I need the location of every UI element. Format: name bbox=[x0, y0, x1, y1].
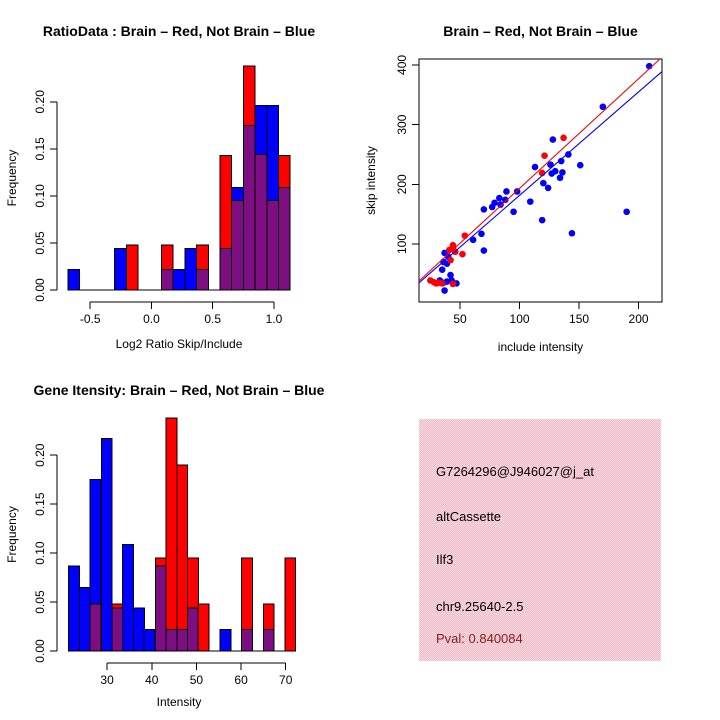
x-tick-label: 40 bbox=[145, 673, 159, 687]
point-blue bbox=[510, 208, 517, 215]
bar-blue bbox=[144, 629, 155, 651]
y-tick-label: 0.10 bbox=[33, 184, 47, 208]
bar-red bbox=[166, 418, 177, 651]
point-red bbox=[459, 251, 466, 258]
x-tick-label: 200 bbox=[628, 312, 649, 326]
y-tick-label: 0.05 bbox=[33, 231, 47, 255]
bar-overlap bbox=[220, 249, 232, 290]
y-tick-label: 0.15 bbox=[33, 137, 47, 161]
point-blue bbox=[441, 287, 448, 294]
point-blue bbox=[550, 136, 557, 143]
bar-red bbox=[177, 465, 188, 651]
x-tick-label: 30 bbox=[100, 673, 114, 687]
bar-overlap bbox=[243, 125, 255, 290]
point-red bbox=[427, 277, 434, 284]
point-red bbox=[462, 232, 469, 239]
x-tick-label: 0.0 bbox=[143, 312, 160, 326]
bar-blue bbox=[101, 439, 112, 651]
bar-overlap bbox=[232, 201, 244, 290]
y-tick-label: 0.20 bbox=[33, 443, 47, 467]
bar-overlap bbox=[242, 629, 253, 651]
bar-blue bbox=[79, 587, 90, 651]
histogram-bars bbox=[68, 66, 290, 290]
scatter-plot-panel bbox=[360, 0, 720, 360]
point-blue bbox=[577, 162, 584, 169]
y-tick-label: 0.00 bbox=[33, 278, 47, 302]
point-blue bbox=[557, 174, 564, 181]
histogram-bars bbox=[69, 418, 296, 651]
ratio-histogram-panel bbox=[0, 0, 360, 360]
x-axis-label: Intensity bbox=[156, 695, 202, 709]
point-blue bbox=[447, 272, 454, 279]
bar-overlap bbox=[263, 629, 274, 651]
bar-blue bbox=[133, 608, 144, 651]
bar-overlap bbox=[255, 154, 267, 290]
info-panel bbox=[419, 419, 661, 661]
point-red bbox=[450, 281, 457, 288]
y-tick-label: 400 bbox=[395, 54, 409, 75]
x-tick-label: 50 bbox=[453, 312, 467, 326]
event-type-text: altCassette bbox=[436, 509, 502, 524]
x-tick-label: -0.5 bbox=[79, 312, 101, 326]
bar-overlap bbox=[177, 629, 188, 651]
point-blue bbox=[548, 170, 555, 177]
bar-overlap bbox=[155, 566, 166, 651]
bar-blue bbox=[220, 629, 231, 651]
bar-blue bbox=[123, 544, 134, 651]
y-tick-label: 200 bbox=[395, 174, 409, 195]
bar-overlap bbox=[187, 608, 198, 651]
bar-overlap bbox=[112, 608, 123, 651]
regression-line-blue bbox=[419, 72, 662, 283]
point-red bbox=[541, 152, 548, 159]
x-axis-label: Log2 Ratio Skip/Include bbox=[115, 337, 243, 351]
chart-title: Brain – Red, Not Brain – Blue bbox=[443, 23, 638, 39]
x-tick-label: 60 bbox=[234, 673, 248, 687]
bar-blue bbox=[68, 269, 80, 290]
locus-text: chr9.25640-2.5 bbox=[436, 599, 524, 614]
point-blue bbox=[623, 208, 630, 215]
y-tick-label: 0.20 bbox=[33, 90, 47, 114]
y-tick-label: 0.10 bbox=[33, 541, 47, 565]
chart-title: Gene Itensity: Brain – Red, Not Brain – Blue bbox=[33, 382, 325, 398]
point-red bbox=[446, 247, 453, 254]
point-blue bbox=[503, 188, 510, 195]
point-blue bbox=[527, 198, 534, 205]
y-tick-label: 100 bbox=[395, 233, 409, 255]
x-tick-label: 50 bbox=[189, 673, 204, 687]
y-tick-label: 0.05 bbox=[33, 590, 47, 614]
bar-overlap bbox=[90, 604, 101, 651]
bar-red bbox=[198, 604, 209, 651]
y-tick-label: 0.15 bbox=[33, 492, 47, 516]
chart-title: RatioData : Brain – Red, Not Brain – Blue bbox=[42, 23, 316, 39]
plot-box bbox=[419, 59, 662, 302]
bar-overlap bbox=[161, 269, 173, 290]
pval-line: Pval: 0.840084 bbox=[436, 631, 523, 646]
point-blue bbox=[545, 185, 552, 192]
intensity-histogram-panel bbox=[0, 360, 360, 720]
gene-name-text: Ilf3 bbox=[436, 552, 454, 567]
point-blue bbox=[481, 247, 488, 254]
point-blue bbox=[478, 231, 485, 238]
x-tick-label: 150 bbox=[569, 312, 590, 326]
point-blue bbox=[497, 201, 504, 208]
bar-blue bbox=[173, 269, 185, 290]
x-tick-label: 100 bbox=[509, 312, 530, 326]
bar-blue bbox=[69, 566, 80, 651]
x-tick-label: 1.0 bbox=[265, 312, 283, 326]
bar-red bbox=[285, 558, 296, 651]
point-blue bbox=[481, 206, 488, 213]
bar-blue bbox=[115, 249, 127, 290]
bar-overlap bbox=[166, 629, 177, 651]
y-axis-label: Frequency bbox=[5, 506, 19, 563]
bar-overlap bbox=[278, 187, 290, 290]
point-blue bbox=[532, 164, 539, 171]
regression-line-red bbox=[419, 59, 660, 281]
y-tick-label: 300 bbox=[395, 114, 409, 135]
probe-id-text: G7264296@J946027@j_at bbox=[436, 464, 594, 479]
point-blue bbox=[540, 180, 547, 187]
x-tick-label: 0.5 bbox=[204, 312, 222, 326]
point-blue bbox=[569, 230, 576, 237]
y-tick-label: 0.00 bbox=[33, 639, 47, 663]
point-red bbox=[560, 134, 567, 141]
x-tick-label: 70 bbox=[279, 673, 293, 687]
y-axis-label: Frequency bbox=[5, 149, 19, 207]
y-axis-label: skip intensity bbox=[364, 146, 378, 215]
x-axis-label: include intensity bbox=[497, 340, 584, 354]
point-blue bbox=[539, 217, 546, 224]
bar-red bbox=[126, 245, 138, 290]
point-blue bbox=[439, 266, 446, 273]
bar-overlap bbox=[197, 269, 209, 290]
bar-overlap bbox=[267, 201, 279, 290]
point-blue bbox=[496, 195, 503, 202]
point-blue bbox=[489, 204, 496, 211]
bar-blue bbox=[185, 249, 197, 290]
